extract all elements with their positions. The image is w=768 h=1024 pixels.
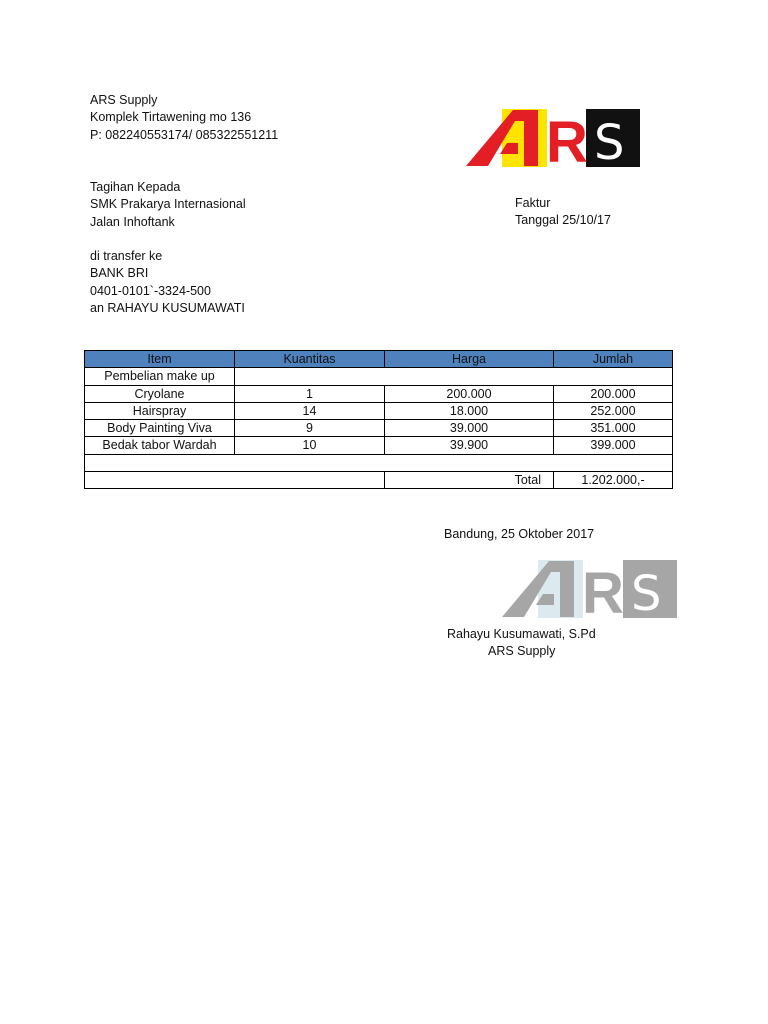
table-header-row [85, 351, 673, 368]
row-price: 200.000 [385, 385, 554, 402]
bill-to-school: SMK Prakarya Internasional [90, 197, 246, 212]
row-item: Hairspray [85, 402, 235, 419]
header-item: Item [85, 351, 235, 368]
sender-name: ARS Supply [90, 93, 158, 107]
row-item: Body Painting Viva [85, 420, 235, 437]
invoice-label: Faktur [515, 196, 551, 210]
table-total-row [85, 472, 673, 489]
sender-phone: P: 082240553174/ 085322551211 [90, 127, 279, 142]
invoice-meta [515, 195, 611, 230]
logo-letter-r: R [546, 110, 588, 167]
table-section-row [85, 368, 673, 385]
total-value: 1.202.000,- [554, 472, 673, 489]
row-amount: 252.000 [554, 402, 673, 419]
transfer-bank: BANK BRI [90, 266, 149, 281]
table-row [85, 437, 673, 454]
invoice-date: Tanggal 25/10/17 [515, 213, 611, 228]
row-price: 18.000 [385, 402, 554, 419]
invoice-table [84, 350, 673, 489]
total-label: Total [385, 472, 554, 489]
watermark-letter-r: R [582, 561, 624, 618]
row-amount: 399.000 [554, 437, 673, 454]
section-label: Pembelian make up [85, 368, 235, 385]
transfer-heading: di transfer ke [90, 249, 163, 263]
transfer-account: 0401-0101`-3324-500 [90, 283, 211, 298]
sender-block [90, 92, 278, 144]
row-item: Bedak tabor Wardah [85, 437, 235, 454]
sender-address: Komplek Tirtawening mo 136 [90, 110, 252, 125]
signatory-company: ARS Supply [488, 644, 556, 658]
table-row [85, 385, 673, 402]
row-amount: 200.000 [554, 385, 673, 402]
ars-logo [466, 109, 640, 167]
bill-to-heading: Tagihan Kepada [90, 180, 181, 194]
bill-to-street: Jalan Inhoftank [90, 214, 175, 229]
row-item: Cryolane [85, 385, 235, 402]
logo-letter-s: S [594, 115, 625, 167]
header-qty: Kuantitas [235, 351, 385, 368]
row-price: 39.900 [385, 437, 554, 454]
row-qty: 1 [235, 385, 385, 402]
row-price: 39.000 [385, 420, 554, 437]
row-qty: 14 [235, 402, 385, 419]
transfer-holder: an RAHAYU KUSUMAWATI [90, 300, 245, 315]
ars-logo-watermark [502, 560, 677, 618]
bill-to-block [90, 179, 246, 231]
header-amount: Jumlah [554, 351, 673, 368]
table-row [85, 420, 673, 437]
row-qty: 10 [235, 437, 385, 454]
table-row [85, 402, 673, 419]
signature-place-date: Bandung, 25 Oktober 2017 [444, 527, 595, 541]
row-amount: 351.000 [554, 420, 673, 437]
watermark-letter-s: S [631, 566, 662, 618]
header-price: Harga [385, 351, 554, 368]
signatory-name: Rahayu Kusumawati, S.Pd [447, 627, 596, 641]
table-empty-row [85, 454, 673, 471]
row-qty: 9 [235, 420, 385, 437]
transfer-block [90, 248, 245, 317]
